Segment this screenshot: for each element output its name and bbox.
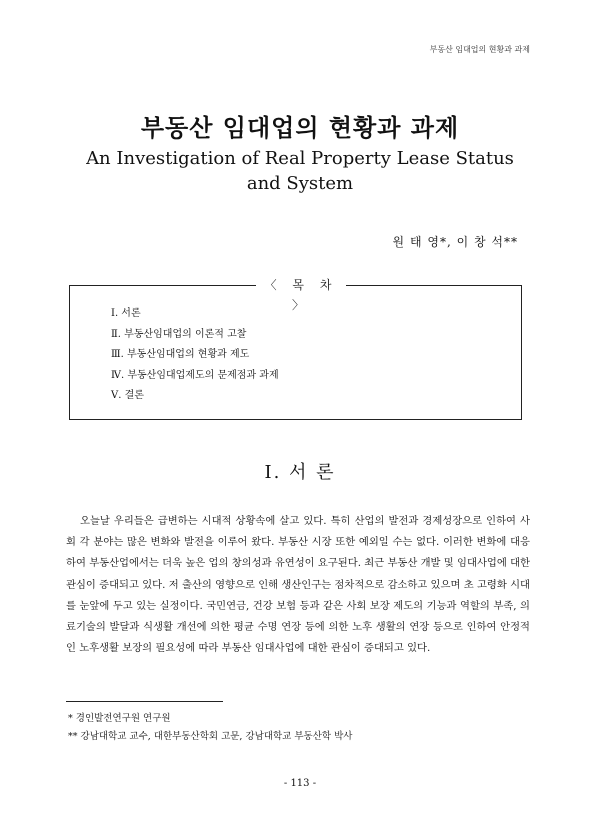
- running-header: 부동산 임대업의 현황과 과제: [429, 45, 530, 54]
- toc-right-bracket-icon: 〉: [291, 298, 310, 312]
- toc-left-bracket-icon: 〈: [264, 278, 283, 292]
- toc-item-3: Ⅲ. 부동산임대업의 현황과 제도: [111, 349, 250, 360]
- english-title-line-1: An Investigation of Real Property Lease Status: [86, 148, 514, 169]
- toc-heading-text: 목 차: [292, 278, 338, 292]
- toc-heading: [256, 275, 346, 312]
- korean-title: 부동산 임대업의 현황과 과제: [140, 113, 460, 142]
- toc-item-1: Ⅰ. 서론: [111, 308, 141, 319]
- footnote-divider: [66, 701, 223, 702]
- toc-item-5: Ⅴ. 결론: [111, 390, 144, 401]
- english-title: [0, 146, 600, 196]
- table-of-contents: [69, 278, 522, 420]
- body-paragraph: 오늘날 우리들은 급변하는 시대적 상황속에 살고 있다. 특히 산업의 발전과 경제성장으로 인하여 사회 각 분야는 많은 변화와 발전을 이루어 왔다. 부동산 시장 또한 예외일 수는 없다. 이러한 변화에 대응하여 부동산업에서는 더욱 높은 업의 창의성과 유연성이 요구된다. 최근 부동산 개발 및 임대사업에 대한 관심이 증대되고 있다. 저 출산의 영향으로 인해 생산인구는 점차적으로 감소하고 있으며 초 고령화 시대를 눈앞에 두고 있는 실정이다. 국민연금, 건강 보험 등과 같은 사회 보장 제도의 기능과 역할의 부족, 의료기술의 발달과 식생활 개선에 의한 평균 수명 연장 등에 의한 노후 생활의 연장 등으로 인하여 안정적인 노후생활 보장의 필요성에 따라 부동산 임대사업에 대한 관심이 증대되고 있다.: [66, 515, 530, 655]
- english-title-line-2: and System: [246, 173, 354, 194]
- footnote-2: ** 강남대학교 교수, 대한부동산학회 고문, 강남대학교 부동산학 박사: [68, 731, 353, 742]
- page-number: - 113 -: [283, 778, 317, 789]
- authors: 원 태 영*, 이 창 석**: [392, 235, 518, 249]
- footnotes: [68, 710, 352, 746]
- toc-list: [111, 304, 279, 407]
- toc-item-4: Ⅳ. 부동산임대업제도의 문제점과 과제: [111, 369, 279, 381]
- toc-item-2: Ⅱ. 부동산임대업의 이론적 고찰: [111, 328, 247, 340]
- footnote-1: * 경인발전연구원 연구원: [68, 713, 171, 724]
- section-heading: Ⅰ. 서 론: [264, 462, 336, 483]
